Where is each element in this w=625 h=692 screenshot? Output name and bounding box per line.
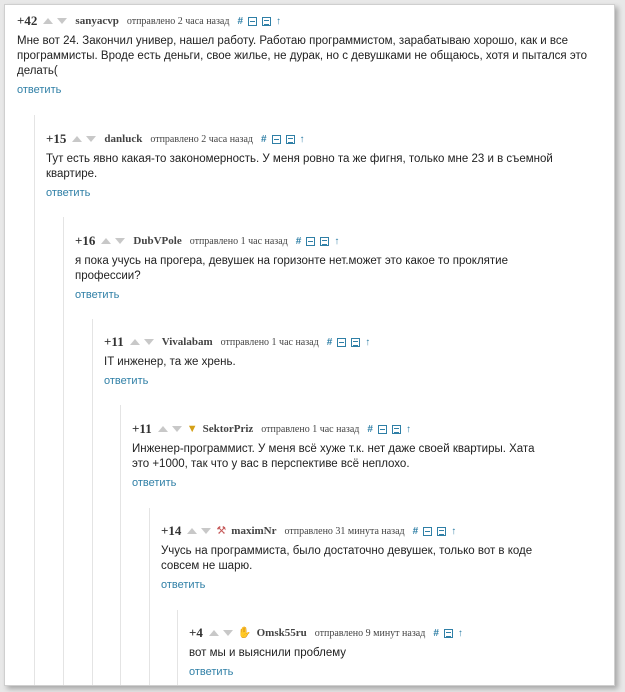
collapse-icon[interactable]	[378, 425, 387, 434]
comment-time: отправлено 1 час назад	[261, 423, 360, 435]
save-icon[interactable]	[437, 527, 446, 536]
comment-author[interactable]: Vivalabam	[161, 336, 213, 348]
vote-up-icon[interactable]	[72, 136, 82, 142]
parent-link-icon[interactable]: ↑	[457, 627, 463, 639]
save-icon[interactable]	[351, 338, 360, 347]
comment-header	[132, 419, 597, 439]
comment	[46, 129, 601, 200]
reply-link[interactable]: ответить	[104, 375, 149, 387]
thread-line	[92, 319, 93, 685]
save-icon[interactable]	[262, 17, 271, 26]
comment-rating: +11	[104, 334, 124, 349]
comment-rating: +15	[46, 131, 67, 146]
vote-up-icon[interactable]	[130, 339, 140, 345]
hand-icon: ✋	[237, 626, 252, 639]
comment-rating: +14	[161, 523, 182, 538]
thread-line	[63, 217, 64, 685]
vote-up-icon[interactable]	[187, 528, 197, 534]
permalink-icon[interactable]: #	[412, 525, 419, 537]
comment-header	[17, 11, 602, 31]
comment-rating: +16	[75, 233, 96, 248]
save-icon[interactable]	[320, 237, 329, 246]
reply-link[interactable]: ответить	[161, 579, 206, 591]
comment-text: Учусь на программиста, было достаточно девушек, только вот в коде совсем не шарю.	[161, 545, 533, 572]
vote-up-icon[interactable]	[158, 426, 168, 432]
save-icon[interactable]	[392, 425, 401, 434]
comment-rating: +42	[17, 13, 38, 28]
vote-down-icon[interactable]	[115, 238, 125, 244]
reply-link[interactable]: ответить	[189, 666, 234, 678]
comment	[104, 332, 599, 388]
comment	[75, 231, 600, 302]
parent-link-icon[interactable]: ↑	[365, 336, 371, 348]
collapse-icon[interactable]	[423, 527, 432, 536]
tool-icon: ⚒	[216, 524, 227, 537]
comment-header	[161, 521, 596, 541]
comment-author[interactable]: danluck	[104, 133, 143, 145]
thread-line	[120, 405, 121, 685]
comment-rating: +4	[189, 625, 203, 640]
comment-author[interactable]: SektorPriz	[202, 423, 254, 435]
save-icon[interactable]	[444, 629, 453, 638]
parent-link-icon[interactable]: ↑	[405, 423, 411, 435]
comments-thread	[4, 4, 615, 686]
comment-time: отправлено 2 часа назад	[126, 15, 230, 27]
comment-author[interactable]: maximNr	[231, 525, 277, 537]
comment-time: отправлено 2 часа назад	[150, 133, 253, 145]
chevron-down-icon: ▼	[186, 422, 198, 435]
comment-text: Мне вот 24. Закончил универ, нашел работу. Работаю программистом, зарабатываю хорошо, как и все программисты. Вроде есть деньги, свое жилье, не дурак, но с девушками не общаюсь, хотя и пытался это делать(	[17, 35, 587, 77]
vote-down-icon[interactable]	[57, 18, 67, 24]
comment-header	[104, 332, 599, 352]
comment-author[interactable]: DubVPole	[133, 235, 182, 247]
vote-down-icon[interactable]	[172, 426, 182, 432]
comment-author[interactable]: Omsk55ru	[256, 627, 307, 639]
comment-text: Инженер-программист. У меня всё хуже т.к. нет даже своей квартиры. Хата это +1000, так что у вас в перспективе всё неплохо.	[132, 443, 535, 470]
parent-link-icon[interactable]: ↑	[299, 133, 305, 145]
permalink-icon[interactable]: #	[295, 235, 302, 247]
permalink-icon[interactable]: #	[237, 15, 244, 27]
comment-rating: +11	[132, 421, 152, 436]
comment-time: отправлено 1 час назад	[189, 235, 288, 247]
comment-header	[46, 129, 601, 149]
comment	[17, 11, 602, 97]
comment-author[interactable]: sanyacvp	[75, 15, 119, 27]
comment-header	[189, 623, 594, 643]
comment-time: отправлено 31 минута назад	[284, 525, 405, 537]
vote-down-icon[interactable]	[144, 339, 154, 345]
comment-text: Тут есть явно какая-то закономерность. У меня ровно та же фигня, только мне 23 и в съемной квартире.	[46, 153, 553, 180]
vote-down-icon[interactable]	[86, 136, 96, 142]
parent-link-icon[interactable]: ↑	[451, 525, 457, 537]
permalink-icon[interactable]: #	[433, 627, 439, 639]
reply-link[interactable]: ответить	[17, 84, 62, 96]
vote-down-icon[interactable]	[223, 630, 233, 636]
permalink-icon[interactable]: #	[326, 336, 333, 348]
comment-text: вот мы и выяснили проблему	[189, 647, 347, 659]
thread-line	[149, 508, 150, 685]
comment	[189, 623, 594, 679]
vote-up-icon[interactable]	[101, 238, 111, 244]
parent-link-icon[interactable]: ↑	[276, 15, 282, 27]
permalink-icon[interactable]: #	[260, 133, 267, 145]
comment-time: отправлено 9 минут назад	[314, 627, 426, 639]
comment-text: IT инженер, та же хрень.	[104, 356, 236, 368]
vote-down-icon[interactable]	[201, 528, 211, 534]
reply-link[interactable]: ответить	[75, 289, 120, 301]
comment	[132, 419, 597, 490]
collapse-icon[interactable]	[306, 237, 315, 246]
comment-header	[75, 231, 600, 251]
comment-time: отправлено 1 час назад	[220, 336, 319, 348]
vote-up-icon[interactable]	[43, 18, 53, 24]
vote-up-icon[interactable]	[209, 630, 219, 636]
save-icon[interactable]	[286, 135, 295, 144]
collapse-icon[interactable]	[337, 338, 346, 347]
reply-link[interactable]: ответить	[46, 187, 91, 199]
comment	[161, 521, 596, 592]
thread-line	[34, 115, 35, 685]
reply-link[interactable]: ответить	[132, 477, 177, 489]
permalink-icon[interactable]: #	[367, 423, 373, 435]
thread-line	[177, 610, 178, 685]
collapse-icon[interactable]	[248, 17, 257, 26]
parent-link-icon[interactable]: ↑	[334, 235, 340, 247]
collapse-icon[interactable]	[272, 135, 281, 144]
comment-text: я пока учусь на прогера, девушек на горизонте нет.может это какое то проклятие профессии?	[75, 255, 508, 282]
